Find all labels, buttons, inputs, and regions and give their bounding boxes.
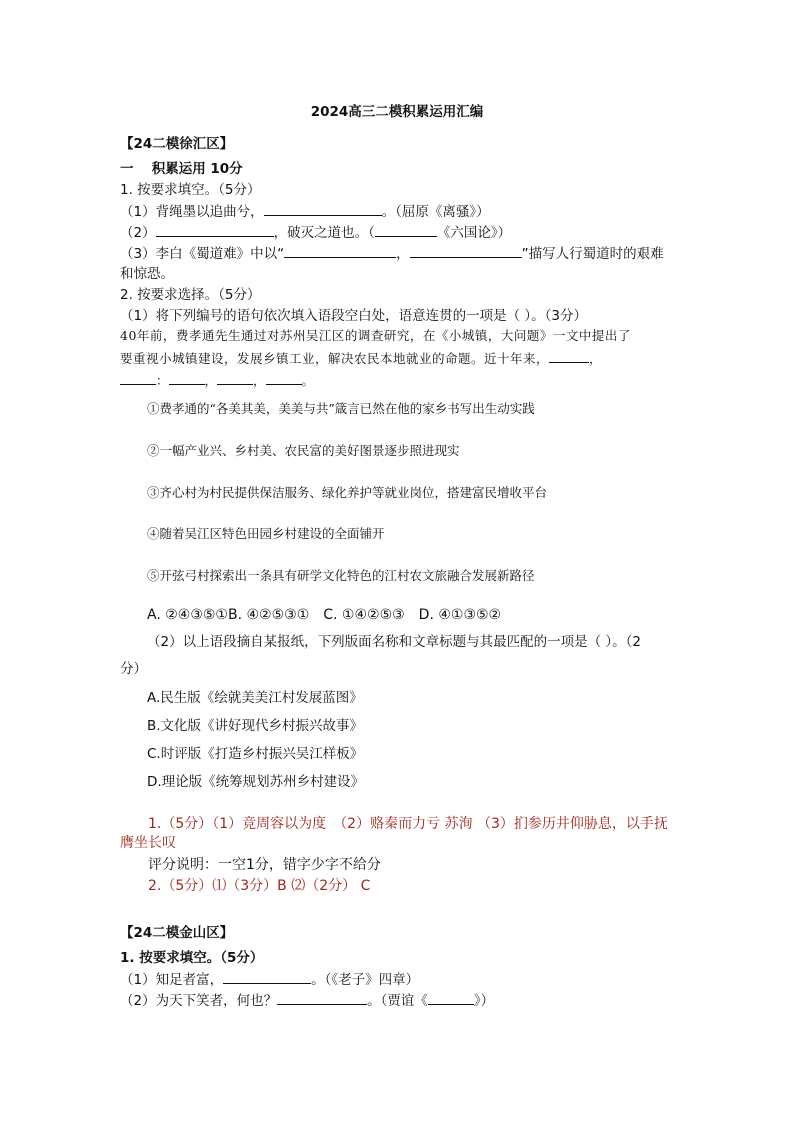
answer-1-line-1: 1.（5分）（1）竞周容以为度 （2）赂秦而力亏 苏洵 （3）扪参历井仰胁息，以手抚 — [148, 816, 668, 832]
fill-blank[interactable] — [223, 970, 311, 984]
fill-text: （3）李白《蜀道难》中以“ — [120, 246, 285, 262]
sentence-item-4: ④随着吴江区特色田园乡村建设的全面铺开 — [147, 526, 385, 541]
answer-1-line-2: 膺坐长叹 — [120, 835, 176, 851]
fill-line-2 — [120, 223, 511, 242]
grading-note: 评分说明：一空1分，错字少字不给分 — [148, 857, 381, 873]
passage-blank[interactable] — [549, 349, 589, 363]
fill-blank[interactable] — [284, 244, 396, 258]
option-b: B.文化版《讲好现代乡村振兴故事》 — [147, 718, 364, 734]
passage-line-3 — [120, 371, 314, 390]
fill-line-1 — [120, 202, 490, 221]
fill-blank[interactable] — [410, 244, 522, 258]
fill-blank[interactable] — [277, 991, 367, 1005]
page-title: 2024高三二模积累运用汇编 — [310, 104, 484, 120]
options-sub-1: A. ②④③⑤①B. ④②⑤③① C. ①④②⑤③ D. ④①③⑤② — [147, 607, 502, 623]
passage-blank[interactable] — [169, 371, 205, 385]
fill-text: （2） — [120, 225, 156, 241]
fill-text: ， — [396, 246, 410, 262]
fill-line-3 — [120, 244, 664, 263]
passage-line-1: 40年前，费孝通先生通过对苏州吴江区的调查研究，在《小城镇，大问题》一文中提出了 — [120, 328, 631, 343]
sentence-item-2: ②一幅产业兴、乡村美、农民富的美好图景逐步照进现实 — [147, 443, 460, 458]
passage-blank[interactable] — [217, 371, 253, 385]
option-a: A.民生版《绘就美美江村发展蓝图》 — [147, 690, 363, 706]
fill-text: 。（贾谊《 — [367, 993, 428, 1009]
jinshan-fill-line-2 — [120, 991, 494, 1010]
sub-question-1: （1）将下列编号的语句依次填入语段空白处，语意连贯的一项是（ ）。（3分） — [120, 308, 587, 324]
fill-blank[interactable] — [375, 223, 437, 237]
passage-punct: ， — [253, 373, 266, 388]
passage-punct: 。 — [301, 373, 315, 388]
fill-text: ”描写人行蜀道时的艰难 — [521, 246, 664, 262]
jinshan-question-1: 1. 按要求填空。（5分） — [120, 950, 264, 966]
section-heading-jinshan: 【24二模金山区】 — [120, 925, 234, 941]
fill-text: 》） — [473, 993, 495, 1009]
fill-text: 。（《老子》四章） — [311, 972, 420, 988]
fill-text: 。（屈原《离骚》） — [381, 204, 490, 220]
passage-punct: ， — [204, 373, 218, 388]
answer-2: 2.（5分）⑴（3分）B ⑵（2分） C — [148, 878, 371, 894]
sub-question-2: （2）以上语段摘自某报纸，下列版面名称和文章标题与其最匹配的一项是（ ）。（2 — [147, 634, 641, 650]
passage-blank[interactable] — [266, 371, 302, 385]
fill-text: ，破灭之道也。（ — [273, 225, 375, 241]
question-2-prompt: 2. 按要求选择。（5分） — [120, 287, 261, 303]
section-heading-xuhui: 【24二模徐汇区】 — [120, 136, 234, 152]
passage-text: ， — [589, 351, 603, 366]
fill-blank[interactable] — [428, 991, 474, 1005]
fill-text: （2）为天下笑者，何也？ — [120, 993, 278, 1009]
passage-blank[interactable] — [120, 371, 156, 385]
fill-blank[interactable] — [264, 202, 382, 216]
part-heading: 一 积累运用 10分 — [120, 161, 243, 177]
sentence-item-5: ⑤开弦弓村探索出一条具有研学文化特色的江村农文旅融合发展新路径 — [147, 568, 535, 583]
jinshan-fill-line-1 — [120, 970, 419, 989]
sub-question-2-cont: 分） — [120, 661, 147, 677]
option-c: C.时评版《打造乡村振兴吴江样板》 — [147, 746, 364, 762]
passage-text: 要重视小城镇建设，发展乡镇工业，解决农民本地就业的命题。近十年来， — [120, 351, 550, 366]
fill-text: （1）背绳墨以追曲兮， — [120, 204, 264, 220]
question-1-prompt: 1. 按要求填空。（5分） — [120, 182, 261, 198]
sentence-item-1: ①费孝通的“各美其美，美美与共”箴言已然在他的家乡书写出生动实践 — [147, 401, 535, 416]
fill-text: 《六国论》） — [436, 225, 512, 241]
sentence-item-3: ③齐心村为村民提供保洁服务、绿化养护等就业岗位，搭建富民增收平台 — [147, 485, 548, 500]
fill-blank[interactable] — [156, 223, 274, 237]
fill-text: （1）知足者富， — [120, 972, 224, 988]
passage-punct: ： — [156, 373, 169, 388]
passage-line-2 — [120, 349, 602, 368]
fill-line-3-cont: 和惊恐。 — [120, 266, 174, 282]
option-d: D.理论版《统筹规划苏州乡村建设》 — [147, 774, 365, 790]
